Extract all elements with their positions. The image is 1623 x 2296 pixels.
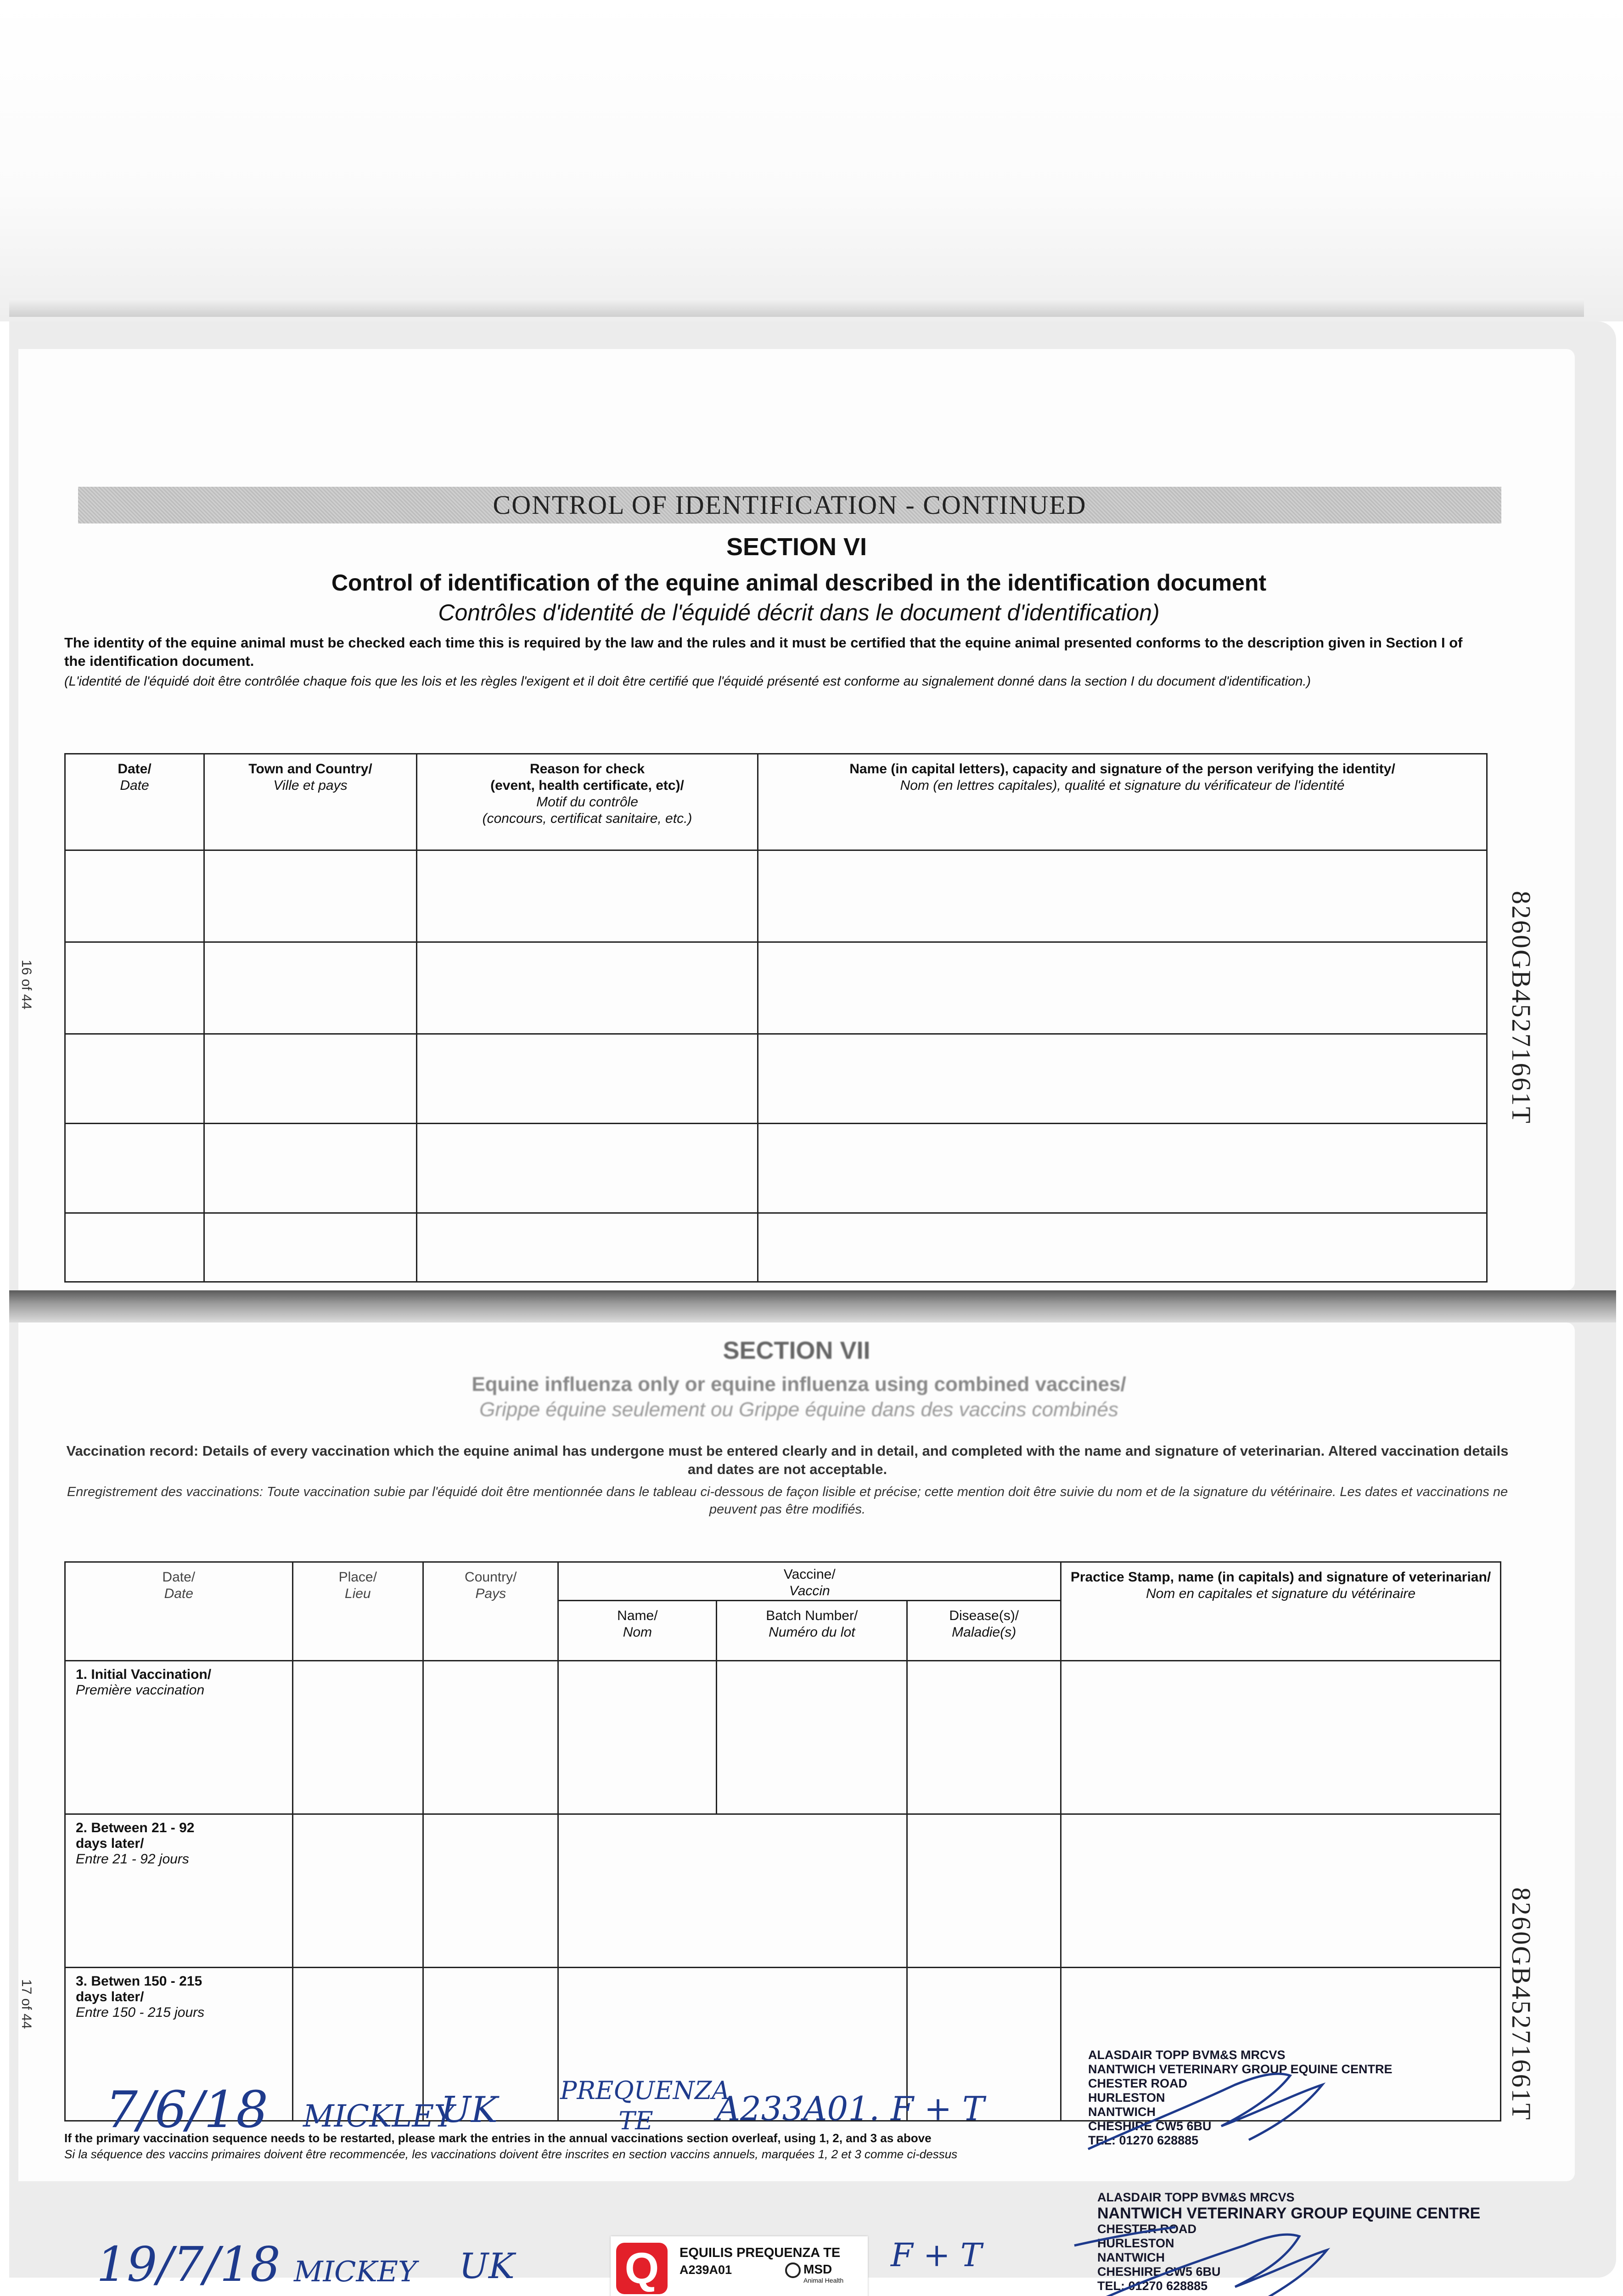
vaccination-row-2 [65, 1814, 1501, 1968]
row1-stamp-line: TEL: 01270 628885 [1088, 2133, 1199, 2147]
passport-id-side-vii: 8260GB45271661T [1506, 1887, 1536, 2121]
cell-verifier[interactable] [758, 1034, 1487, 1124]
row1-batch-handwritten: A233A01. [716, 2089, 880, 2128]
header-vaccine-name [558, 1600, 717, 1661]
cell-town[interactable] [204, 850, 417, 942]
identity-check-row [65, 1034, 1487, 1124]
row1-place-cell [292, 1661, 423, 1814]
column-reason-label-fr: Motif du contrôle [536, 794, 638, 810]
cell-reason[interactable] [417, 942, 758, 1034]
cell-date[interactable] [65, 1034, 204, 1124]
row3-label-2: days later/ [76, 1989, 144, 2005]
header-stamp-label-fr: Nom en capitales et signature du vétérinaire [1146, 1586, 1416, 1601]
section-vi-intro-fr: (L'identité de l'équidé doit être contrôlée chaque fois que les lois et les règles l'exigent et il doit être certifié que l'équidé présenté est conforme au signalement donné dans la section I du document d'identification.) [64, 674, 1311, 689]
header-date [65, 1562, 293, 1661]
page-number-16: 16 of 44 [19, 960, 34, 1010]
row2-date-handwritten: 19/7/18 [96, 2236, 281, 2292]
row1-batch-cell [717, 1661, 907, 1814]
row1-stamp-cell [1061, 1661, 1501, 1814]
column-reason-label-fr2: (concours, certificat sanitaire, etc.) [482, 811, 692, 826]
section-vi-heading-fr: Contrôles d'identité de l'équidé décrit dans le document d'identification) [438, 600, 1160, 625]
header-place-label-fr: Lieu [344, 1586, 371, 1601]
row1-country-cell [423, 1661, 558, 1814]
section-vii-heading: Equine influenza only or equine influenza using combined vaccines/ [472, 1373, 1126, 1396]
row1-country-handwritten: UK [441, 2089, 498, 2131]
cell-date[interactable] [65, 1124, 204, 1213]
section-banner [78, 487, 1501, 523]
vaccination-table [64, 1561, 1501, 2122]
sticker-brand-label: MSD [803, 2262, 832, 2276]
row2-place-cell [292, 1814, 423, 1968]
page-number-17: 17 of 44 [19, 1979, 34, 2029]
scanner-background [0, 0, 1623, 321]
row1-stamp-line: NANTWICH VETERINARY GROUP EQUINE CENTRE [1088, 2062, 1393, 2076]
vaccination-header-row [65, 1562, 1501, 1601]
sticker-brand [785, 2262, 832, 2278]
row2-disease-handwritten: F + T [891, 2236, 982, 2274]
cell-town[interactable] [204, 1034, 417, 1124]
header-name-label: Name/ [617, 1608, 658, 1623]
header-date-label-fr: Date [164, 1586, 193, 1601]
row2-disease-cell [907, 1814, 1061, 1968]
sticker-name: EQUILIS PREQUENZA TE [680, 2245, 841, 2260]
column-date-label-fr: Date [120, 778, 149, 793]
header-country [423, 1562, 558, 1661]
vaccination-record-text: Vaccination record: Details of every vaccination which the equine animal has undergone must be entered clearly and in detail, and completed with the name and signature of veterinarian. Altered vaccination details and dates are not acceptable. [66, 1443, 1509, 1477]
header-disease [907, 1600, 1061, 1661]
row2-stamp-cell [1061, 1814, 1501, 1968]
column-reason-label: Reason for check (event, health certificate, etc)/ [490, 761, 684, 793]
section-vii-title: SECTION VII [723, 1337, 870, 1364]
row2-label-2: days later/ [76, 1836, 144, 1851]
msd-logo-icon [785, 2262, 801, 2278]
column-reason [417, 754, 758, 850]
row1-date-handwritten: 7/6/18 [106, 2080, 269, 2139]
row1-name-cell [558, 1661, 717, 1814]
row2-country-cell [423, 1814, 558, 1968]
column-town-label-fr: Ville et pays [273, 778, 348, 793]
cell-reason[interactable] [417, 1034, 758, 1124]
cell-date[interactable] [65, 942, 204, 1034]
row2-country-handwritten: UK [459, 2245, 515, 2286]
section-vi-heading: Control of identification of the equine animal described in the identification document [331, 570, 1267, 596]
footnote-fr: Si la séquence des vaccins primaires doivent être recommencée, les vaccinations doivent être inscrites en section vaccins annuels, marquées 1, 2 et 3 comme ci-dessus [64, 2147, 958, 2161]
row3-label-fr: Entre 150 - 215 jours [76, 2005, 205, 2020]
cell-date[interactable] [65, 1213, 204, 1282]
cell-verifier[interactable] [758, 942, 1487, 1034]
identity-check-row [65, 1213, 1487, 1282]
row2-label: 2. Between 21 - 92 [76, 1820, 195, 1836]
identity-check-table [64, 753, 1488, 1283]
page-section-vi [18, 349, 1575, 1290]
identity-check-row [65, 850, 1487, 942]
header-vaccine-label: Vaccine/ [783, 1567, 836, 1582]
header-disease-label-fr: Maladie(s) [952, 1624, 1016, 1640]
row1-stamp-line: HURLESTON [1088, 2091, 1165, 2105]
banner-title: CONTROL OF IDENTIFICATION - CONTINUED [493, 490, 1087, 520]
row2-name-batch-cell [558, 1814, 907, 1968]
vaccination-record-text-fr: Enregistrement des vaccinations: Toute vaccination subie par l'équidé doit être mentionnée dans le tableau ci-dessous de façon lisible et précise; cette mention doit être suivie du nom et de la signature du vétérinaire. Les dates et vaccinations ne peuvent pas être modifiés. [67, 1485, 1508, 1517]
row2-signature-scribble [1070, 2209, 1354, 2296]
row2-label-fr: Entre 21 - 92 jours [76, 1851, 189, 1867]
cell-reason[interactable] [417, 1213, 758, 1282]
row3-place-cell [292, 1968, 423, 2121]
header-place-label: Place/ [338, 1570, 377, 1585]
passport-cover-edge [9, 298, 1584, 317]
row1-label-fr: Première vaccination [76, 1683, 205, 1698]
row2-stamp-line: NANTWICH [1097, 2251, 1165, 2264]
section-vi-title: SECTION VI [726, 533, 867, 561]
column-town-label: Town and Country/ [248, 761, 372, 777]
footnote: If the primary vaccination sequence needs to be restarted, please mark the entries in the annual vaccinations section overleaf, using 1, 2, and 3 as above [64, 2131, 932, 2145]
header-batch-label: Batch Number/ [766, 1608, 858, 1623]
row1-place-handwritten: MICKLEY [303, 2099, 455, 2134]
cell-town[interactable] [204, 1124, 417, 1213]
header-stamp-label: Practice Stamp, name (in capitals) and signature of veterinarian/ [1070, 1570, 1491, 1585]
header-country-label: Country/ [465, 1570, 517, 1585]
cell-verifier[interactable] [758, 1213, 1487, 1282]
header-batch [717, 1600, 907, 1661]
header-country-label-fr: Pays [475, 1586, 506, 1601]
row2-stamp-line: CHESHIRE CW5 6BU [1097, 2265, 1221, 2279]
row2-stamp-line: ALASDAIR TOPP BVM&S MRCVS [1097, 2190, 1295, 2204]
column-date-label: Date/ [118, 761, 152, 777]
row1-date-cell [65, 1661, 293, 1814]
vaccination-row-1 [65, 1661, 1501, 1814]
row2-stamp-line: CHESTER ROAD [1097, 2222, 1197, 2236]
row1-disease-cell [907, 1661, 1061, 1814]
row2-stamp-line: NANTWICH VETERINARY GROUP EQUINE CENTRE [1097, 2205, 1481, 2222]
header-place [292, 1562, 423, 1661]
sticker-brand-sub: Animal Health [803, 2277, 844, 2284]
row2-date-cell [65, 1814, 293, 1968]
header-date-label: Date/ [162, 1570, 196, 1585]
identity-check-header-row [65, 754, 1487, 850]
cell-reason[interactable] [417, 1124, 758, 1213]
sticker-batch: A239A01 [680, 2263, 732, 2277]
row1-stamp-line: NANTWICH [1088, 2105, 1156, 2119]
header-practice-stamp [1061, 1562, 1501, 1661]
cell-town[interactable] [204, 1213, 417, 1282]
row1-disease-handwritten: F + T [891, 2089, 985, 2128]
row1-signature-scribble [1084, 2057, 1359, 2158]
passport-id-side-vi: 8260GB45271661T [1506, 891, 1536, 1125]
section-vii-heading-fr: Grippe équine seulement ou Grippe équine dans des vaccins combinés [479, 1398, 1118, 1421]
cell-reason[interactable] [417, 850, 758, 942]
cell-verifier[interactable] [758, 850, 1487, 942]
row1-stamp-line: CHESTER ROAD [1088, 2077, 1188, 2090]
row2-vaccine-sticker [611, 2236, 868, 2296]
cell-town[interactable] [204, 942, 417, 1034]
row2-stamp-line: HURLESTON [1097, 2236, 1174, 2250]
cell-date[interactable] [65, 850, 204, 942]
row1-label: 1. Initial Vaccination/ [76, 1667, 212, 1683]
row3-label: 3. Betwen 150 - 215 [76, 1974, 202, 1989]
page-section-vii [18, 1322, 1575, 2293]
header-batch-label-fr: Numéro du lot [769, 1624, 855, 1640]
page-fold [9, 1290, 1616, 1322]
cell-verifier[interactable] [758, 1124, 1487, 1213]
header-disease-label: Disease(s)/ [949, 1608, 1019, 1623]
column-verifier-label-fr: Nom (en lettres capitales), qualité et signature du vérificateur de l'identité [900, 778, 1345, 793]
header-vaccine [558, 1562, 1061, 1601]
row2-place-handwritten: MICKEY [294, 2255, 417, 2288]
identity-check-row [65, 1124, 1487, 1213]
row1-stamp-line: CHESHIRE CW5 6BU [1088, 2119, 1212, 2133]
column-date [65, 754, 204, 850]
row1-vaccine-handwritten: PREQUENZA TE [560, 2076, 730, 2135]
column-town-country [204, 754, 417, 850]
column-verifier-label: Name (in capital letters), capacity and signature of the person verifying the identity/ [849, 761, 1395, 777]
header-name-label-fr: Nom [623, 1624, 652, 1640]
q-logo-icon: Q [616, 2243, 668, 2294]
identity-check-row [65, 942, 1487, 1034]
header-vaccine-label-fr: Vaccin [789, 1583, 830, 1598]
column-verifier [758, 754, 1487, 850]
section-vi-intro: The identity of the equine animal must be checked each time this is required by the law and the rules and it must be certified that the equine animal presented conforms to the description given in Section I of the identification document. [64, 635, 1463, 669]
passport-document [9, 321, 1616, 2293]
row1-stamp-line: ALASDAIR TOPP BVM&S MRCVS [1088, 2048, 1286, 2062]
row2-stamp-line: TEL: 01270 628885 [1097, 2279, 1208, 2293]
